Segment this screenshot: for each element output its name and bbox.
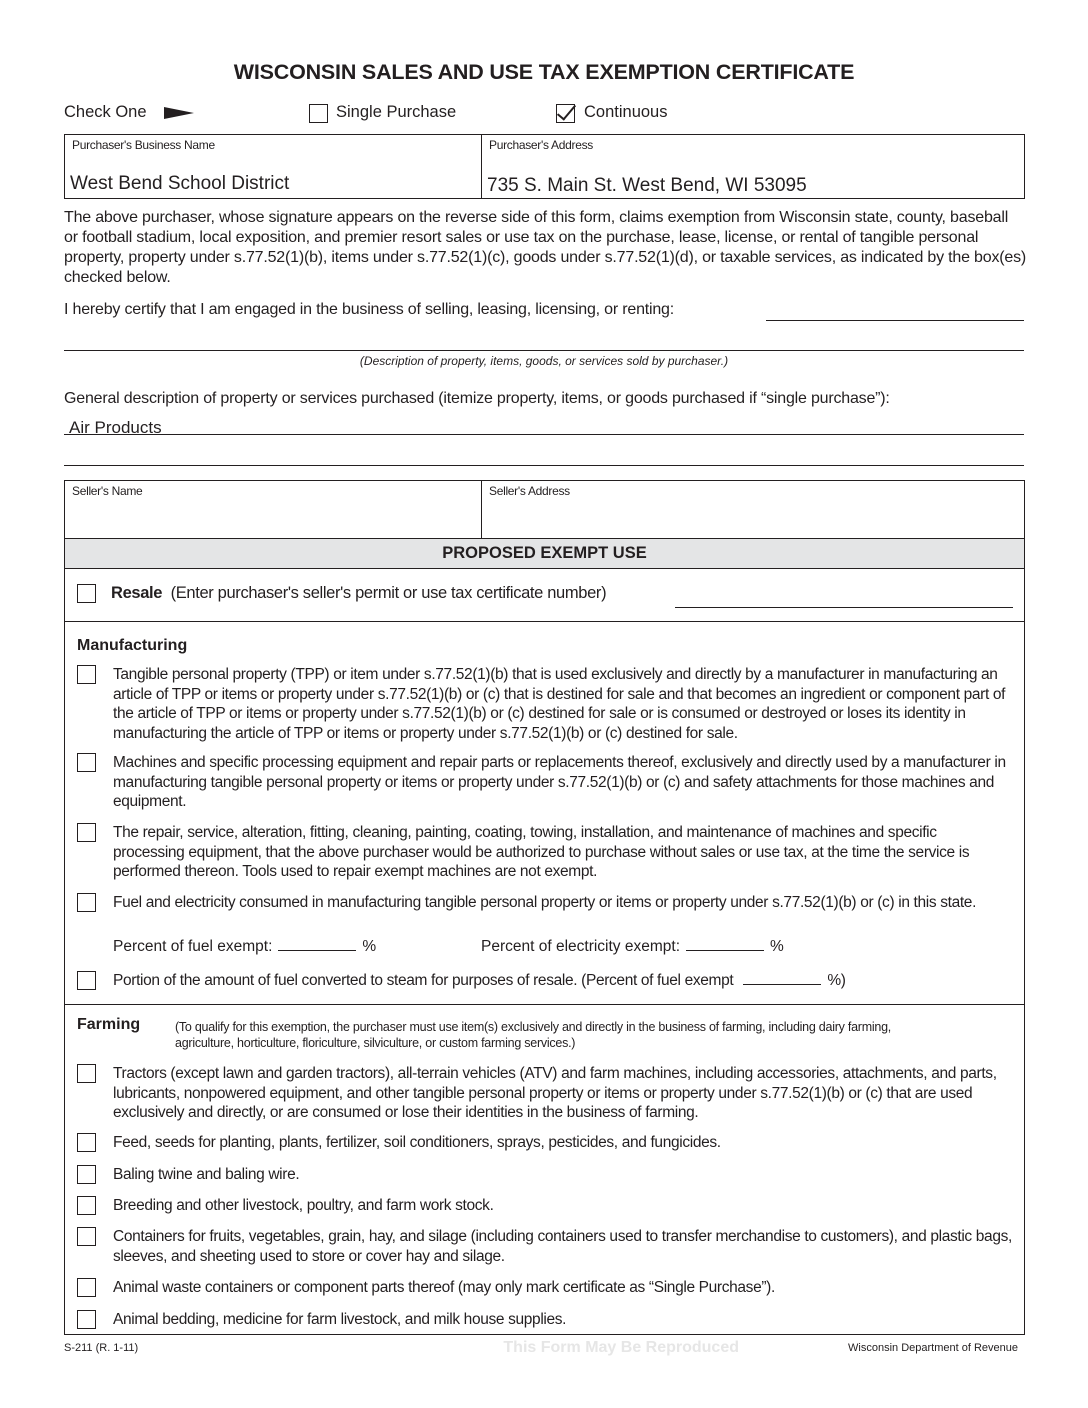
steam-resale-text: Portion of the amount of fuel converted to steam for purposes of resale. (Percent of fuel exempt [113,972,734,989]
purchaser-name-field[interactable]: West Bend School District [70,173,290,194]
electricity-percent-label: Percent of electricity exempt: [481,938,680,955]
certify-caption: (Description of property, items, goods, or services sold by purchaser.) [359,354,729,368]
manufacturing-item-text: Fuel and electricity consumed in manufacturing tangible personal property or items or property under s.77.52(1)(b) or (c) in this state. [113,894,977,911]
seller-address-cell[interactable] [481,481,1024,539]
fuel-percent-sign: % [362,938,377,955]
form-title: WISCONSIN SALES AND USE TAX EXEMPTION CERTIFICATE [233,60,855,84]
purchaser-name-cell[interactable] [65,135,481,198]
reproduction-watermark: This Form May Be Reproduced [503,1339,739,1356]
purchaser-address-field[interactable]: 735 S. Main St. West Bend, WI 53095 [487,175,807,196]
farming-item-text: Feed, seeds for planting, plants, fertilizer, soil conditioners, sprays, pesticides, and fungicides. [113,1134,721,1151]
proposed-exempt-use-header: PROPOSED EXEMPT USE [65,538,1024,569]
electricity-percent-row [481,937,784,956]
farming-feed-seeds-checkbox[interactable] [77,1133,96,1152]
certify-statement: I hereby certify that I am engaged in the business of selling, leasing, licensing, or renting: [64,301,675,318]
manufacturing-repair-service-checkbox[interactable] [77,823,96,842]
continuous-checkbox[interactable] [556,104,575,123]
farming-animal-bedding-checkbox[interactable] [77,1310,96,1329]
purchase-type-row [64,103,1024,125]
resale-permit-number-field[interactable] [675,607,1013,608]
farming-item-text: Animal waste containers or component parts thereof (may only mark certificate as “Single Purchase”). [113,1279,775,1296]
farming-title: Farming [77,1016,141,1033]
general-description-line-1-value[interactable]: Air Products [69,418,162,437]
fuel-percent-field[interactable] [278,937,356,951]
electricity-percent-sign: % [770,938,784,955]
proposed-exempt-use-section [64,538,1025,1335]
right-pointer-arrow-icon [164,107,194,119]
manufacturing-steam-resale-checkbox[interactable] [77,971,96,990]
purchaser-address-cell[interactable] [481,135,1024,198]
manufacturing-fuel-electricity-checkbox[interactable] [77,893,96,912]
check-one-label: Check One [64,103,147,121]
manufacturing-divider [65,1004,1024,1005]
farming-item-text: Containers for fruits, vegetables, grain, hay, and silage (including containers used to transfer merchandise to customers), and plastic bags, sleeves, and sheeting used to store or cover hay and silage. [113,1228,1012,1265]
resale-divider [65,621,1024,622]
resale-label: Resale [111,584,163,602]
manufacturing-item-text: Machines and specific processing equipment and repair parts or replacements thereof, exclusively and directly used by a manufacturer in manufacturing tangible personal property or items or property under s.77.52(1)(b) or (c) and safety attachments for those machines and equipment. [113,754,1006,810]
resale-note: (Enter purchaser's seller's permit or use tax certificate number) [170,584,607,602]
certify-business-field-line-2[interactable] [64,350,1024,351]
form-number: S-211 (R. 1-11) [64,1342,139,1354]
electricity-percent-field[interactable] [686,937,764,951]
purchaser-info-box [64,134,1025,199]
farming-item-text: Animal bedding, medicine for farm livestock, and milk house supplies. [113,1311,567,1328]
farming-tractors-checkbox[interactable] [77,1064,96,1083]
continuous-label: Continuous [584,103,668,121]
fuel-percent-row [113,937,376,956]
farming-baling-checkbox[interactable] [77,1165,96,1184]
steam-fuel-percent-field[interactable] [743,971,821,985]
steam-percent-suffix: %) [827,972,846,989]
manufacturing-machines-checkbox[interactable] [77,753,96,772]
seller-name-label: Seller's Name [72,484,143,498]
farming-livestock-checkbox[interactable] [77,1196,96,1215]
purchaser-name-label: Purchaser's Business Name [72,138,215,152]
general-description-label: General description of property or services purchased (itemize property, items, or goods purchased if “single purchase”): [64,390,890,407]
farming-animal-waste-checkbox[interactable] [77,1278,96,1297]
farming-item-text: Baling twine and baling wire. [113,1166,300,1183]
claim-paragraph: The above purchaser, whose signature appears on the reverse side of this form, claims exemption from Wisconsin state, county, baseball or football stadium, local exposition, and premier resort sales or use tax on the purchase, lease, license, or rental of tangible personal property, property under s.77.52(1)(b), items under s.77.52(1)(c), goods under s.77.52(1)(d), or taxable services, as indicated by the box(es) checked below. [64,209,1027,286]
issuing-agency: Wisconsin Department of Revenue [848,1342,1018,1354]
manufacturing-item-text: Tangible personal property (TPP) or item under s.77.52(1)(b) that is used exclusively and directly by a manufacturer in manufacturing an article of TPP or items or property under s.77.52(1)(b) or (c) that is destined for sale and that becomes an ingredient or component part of the article of TPP or items or property under s.77.52(1)(b) or (c) destined for sale or is consumed or destroyed or loses its identity in manufacturing the article of TPP or items or property under s.77.52(1)(b) or (c) destined for sale. [113,666,1006,742]
farming-item-text: Breeding and other livestock, poultry, and farm work stock. [113,1197,494,1214]
fuel-percent-label: Percent of fuel exempt: [113,938,273,955]
general-description-line-1[interactable] [64,434,1024,435]
manufacturing-title: Manufacturing [77,637,188,654]
page-footer [64,1339,1024,1362]
manufacturing-item-text: The repair, service, alteration, fitting, cleaning, painting, coating, towing, installation, and maintenance of machines and specific processing equipment, that the above purchaser would be authorized to purchase without sales or use tax, at the time the service is performed thereon. Tools used to repair exempt machines are not exempt. [113,824,970,880]
farming-qualification-note: (To qualify for this exemption, the purchaser must use item(s) exclusively and directly in the business of farming, including dairy farming, agriculture, horticulture, floriculture, silviculture, or custom farming services.) [175,1020,892,1050]
single-purchase-checkbox[interactable] [309,104,328,123]
seller-address-label: Seller's Address [489,484,570,498]
farming-containers-checkbox[interactable] [77,1227,96,1246]
single-purchase-label: Single Purchase [336,103,457,121]
seller-name-cell[interactable] [65,481,481,539]
general-description-line-2[interactable] [64,465,1024,466]
certify-business-field-line-1[interactable] [766,320,1024,321]
resale-checkbox[interactable] [77,584,96,603]
purchaser-address-label: Purchaser's Address [489,138,593,152]
manufacturing-item-text [113,971,1012,991]
manufacturing-tpp-checkbox[interactable] [77,665,96,684]
seller-info-box [64,480,1025,539]
farming-item-text: Tractors (except lawn and garden tractors), all-terrain vehicles (ATV) and farm machines, including accessories, attachments, and parts, lubricants, nonpowered equipment, and other tangible personal property or items or property under s.77.52(1)(b) or (c) that are used exclusively and directly, or are consumed or lose their identities in the business of farming. [113,1065,997,1121]
